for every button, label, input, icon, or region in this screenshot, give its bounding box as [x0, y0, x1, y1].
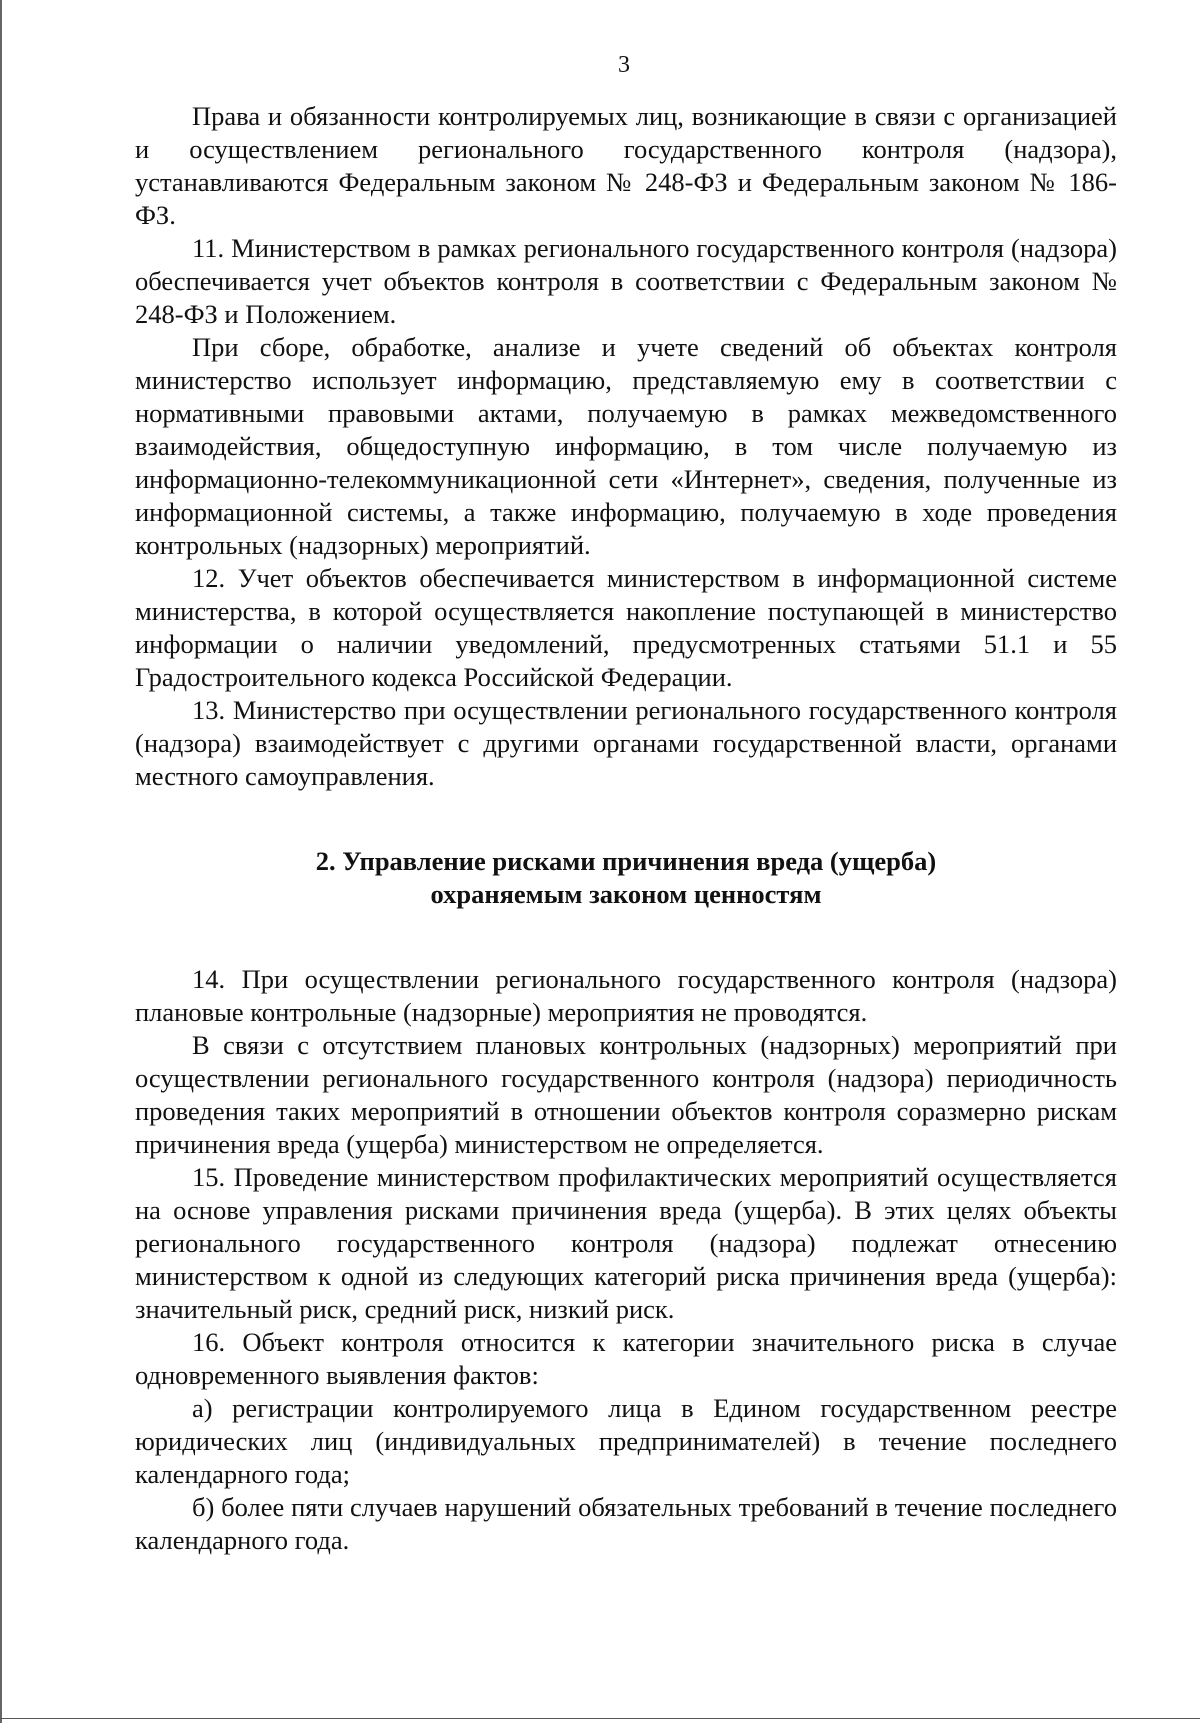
scan-bottom-edge — [0, 1718, 1200, 1719]
document-body — [135, 100, 1117, 1557]
paragraph-rights-obligations: Права и обязанности контролируемых лиц, возникающие в связи с организацией и осуществлением регионального государственного контроля (надзора), устанавливаются Федеральным законом № 248-ФЗ и Федеральным законом № 186-ФЗ. — [135, 101, 1117, 230]
list-item-a: а) регистрации контролируемого лица в Едином государственном реестре юридических лиц (индивидуальных предпринимателей) в течение последнего календарного года; — [135, 1393, 1117, 1489]
paragraph-12: 12. Учет объектов обеспечивается министерством в информационной системе министерства, в которой осуществляется накопление поступающей в министерство информации о наличии уведомлений, предусмотренных статьями 51.1 и 55 Градостроительного кодекса Российской Федерации. — [135, 563, 1117, 692]
paragraph-13: 13. Министерство при осуществлении регионального государственного контроля (надзора) взаимодействует с другими органами государственной власти, органами местного самоуправления. — [135, 695, 1117, 791]
section-title-line-2: охраняемым законом ценностям — [430, 879, 822, 909]
paragraph-14: 14. При осуществлении регионального государственного контроля (надзора) плановые контрольные (надзорные) мероприятия не проводятся. — [135, 964, 1117, 1027]
page-number: 3 — [618, 52, 630, 78]
paragraph-information-collection: При сборе, обработке, анализе и учете сведений об объектах контроля министерство использует информацию, представляемую ему в соответствии с нормативными правовыми актами, получаемую в рамках межведомственного взаимодействия, общедоступную информацию, в том числе получаемую из информационно-телекоммуникационной сети «Интернет», сведения, полученные из информационной системы, а также информацию, получаемую в ходе проведения контрольных (надзорных) мероприятий. — [135, 332, 1117, 560]
paragraph-11: 11. Министерством в рамках регионального государственного контроля (надзора) обеспечивается учет объектов контроля в соответствии с Федеральным законом № 248-ФЗ и Положением. — [135, 233, 1117, 329]
paragraph-periodicity: В связи с отсутствием плановых контрольных (надзорных) мероприятий при осуществлении регионального государственного контроля (надзора) периодичность проведения таких мероприятий в отношении объектов контроля соразмерно рискам причинения вреда (ущерба) министерством не определяется. — [135, 1030, 1117, 1159]
paragraph-16: 16. Объект контроля относится к категории значительного риска в случае одновременного выявления фактов: — [135, 1327, 1117, 1390]
list-item-b: б) более пяти случаев нарушений обязательных требований в течение последнего календарного года. — [135, 1492, 1117, 1555]
scan-left-edge — [0, 0, 2, 1723]
section-title-line-1: 2. Управление рисками причинения вреда (ущерба) — [315, 846, 937, 876]
paragraph-15: 15. Проведение министерством профилактических мероприятий осуществляется на основе управления рисками причинения вреда (ущерба). В этих целях объекты регионального государственного контроля (надзора) подлежат отнесению министерством к одной из следующих категорий риска причинения вреда (ущерба): значительный риск, средний риск, низкий риск. — [135, 1162, 1117, 1324]
section-heading — [135, 845, 1117, 911]
